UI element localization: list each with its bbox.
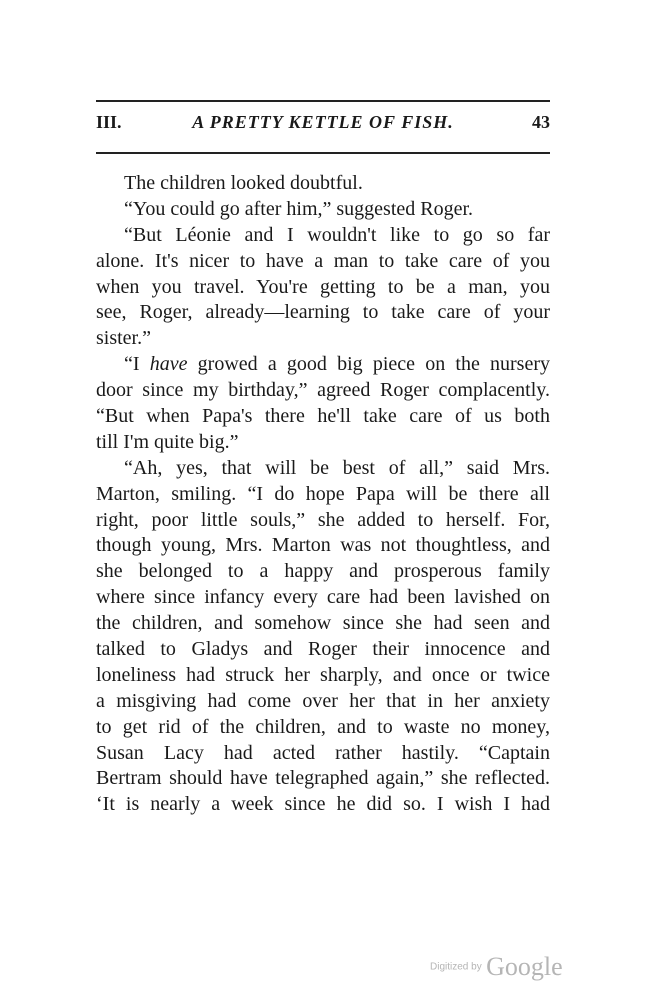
- body-text: [96, 171, 550, 818]
- text-line: Bertram should have telegraphed again,” she reflected.: [96, 767, 550, 790]
- text-line: she belonged to a happy and prosperous family: [96, 560, 550, 583]
- text-line: alone. It's nicer to have a man to take care of you: [96, 249, 550, 272]
- text-line: Susan Lacy had acted rather hastily. “Captain: [96, 741, 550, 764]
- running-title: A PRETTY KETTLE OF FISH.: [192, 112, 454, 132]
- text-line: the children, and somehow since she had seen and: [96, 612, 550, 635]
- text-line: when you travel. You're getting to be a man, you: [96, 275, 550, 298]
- text-line: [96, 352, 550, 378]
- text-line: where since infancy every care had been lavished on: [96, 586, 550, 609]
- google-watermark: [430, 952, 563, 982]
- text-line: “But when Papa's there he'll take care of us both: [96, 405, 550, 428]
- watermark-prefix: Digitized by: [430, 961, 482, 973]
- text-line: “Ah, yes, that will be best of all,” said Mrs.: [124, 456, 550, 479]
- text-line: sister.”: [96, 327, 151, 350]
- header-rule-top: [96, 100, 550, 102]
- header-rule-bottom: [96, 152, 550, 154]
- text-line: see, Roger, already—learning to take care of your: [96, 301, 550, 324]
- text-line: door since my birthday,” agreed Roger complacently.: [96, 379, 550, 402]
- text-line: “You could go after him,” suggested Roger.: [124, 197, 474, 220]
- text-line: talked to Gladys and Roger their innocence and: [96, 638, 550, 661]
- text-segment: “I: [124, 353, 150, 376]
- text-line: loneliness had struck her sharply, and once or twice: [96, 663, 550, 686]
- google-logo: Google: [486, 952, 563, 981]
- italic-word: have: [149, 353, 188, 376]
- text-line: though young, Mrs. Marton was not thoughtless, and: [96, 534, 550, 557]
- text-line: Marton, smiling. “I do hope Papa will be there all: [96, 482, 550, 505]
- text-line: a misgiving had come over her that in her anxiety: [96, 689, 550, 712]
- text-line: to get rid of the children, and to waste no money,: [96, 715, 550, 738]
- text-line: till I'm quite big.”: [96, 430, 239, 453]
- text-line: ‘It is nearly a week since he did so. I wish I had: [96, 793, 550, 816]
- text-line: The children looked doubtful.: [124, 172, 363, 194]
- text-line: “But Léonie and I wouldn't like to go so far: [124, 223, 550, 246]
- text-segment: growed a good big piece on the nursery: [187, 353, 551, 376]
- chapter-number: III.: [96, 112, 122, 132]
- page-number: 43: [532, 112, 550, 132]
- text-line: right, poor little souls,” she added to herself. For,: [96, 508, 550, 531]
